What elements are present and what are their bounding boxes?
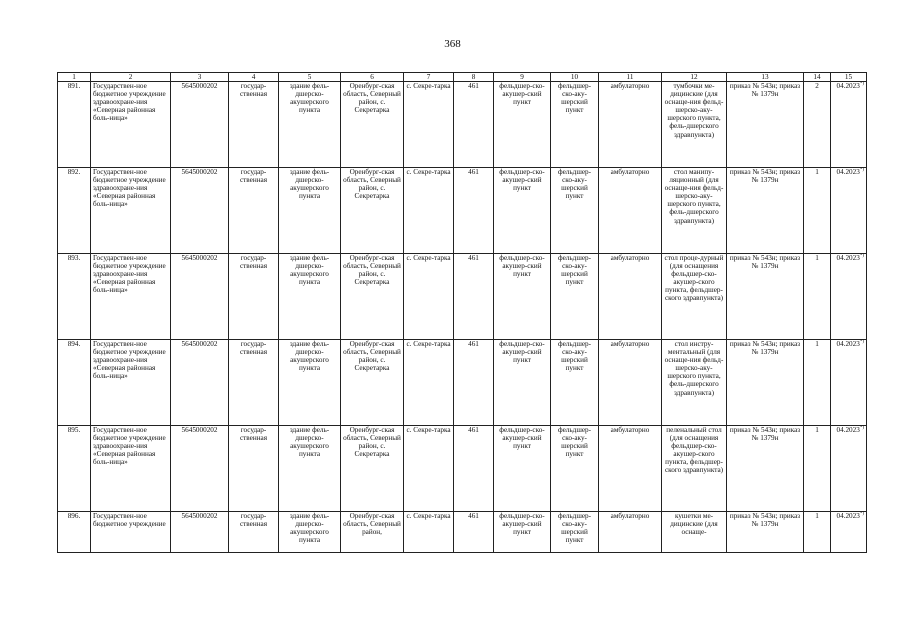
- locality: с. Секре-тарка: [404, 426, 454, 512]
- header-row: [58, 73, 867, 82]
- row-number: 894.: [58, 340, 91, 426]
- date-cell: [831, 512, 867, 553]
- organization: Государствен-ное бюджетное учреждение здравоохране-ния «Северная районная боль-ница»: [91, 168, 171, 254]
- locality: с. Секре-тарка: [404, 168, 454, 254]
- unit: фельдшер-ско-акушер-ский пункт: [494, 254, 551, 340]
- col-header-11: 11: [599, 73, 662, 82]
- footnote-mark: *): [859, 81, 864, 87]
- table-row: [58, 426, 867, 512]
- equipment: кушетки ме-дицинские (для оснаще-: [662, 512, 727, 553]
- register-table: [57, 72, 867, 553]
- locality: с. Секре-тарка: [404, 340, 454, 426]
- table-row: [58, 340, 867, 426]
- date-cell: [831, 340, 867, 426]
- unit: фельдшер-ско-акушер-ский пункт: [494, 512, 551, 553]
- building: здание фель-дшерско-акушерского пункта: [279, 168, 341, 254]
- quantity: 1: [804, 512, 831, 553]
- code: 461: [454, 340, 494, 426]
- locality: с. Секре-тарка: [404, 254, 454, 340]
- care-condition: амбулаторно: [599, 426, 662, 512]
- unit-type: фельдшер-ско-аку-шерский пункт: [551, 512, 599, 553]
- col-header-8: 8: [454, 73, 494, 82]
- orders: приказ № 543н; приказ № 1379н: [727, 82, 804, 168]
- address: Оренбург-ская область, Северный район,: [341, 512, 404, 553]
- row-number: 892.: [58, 168, 91, 254]
- equipment: стол проце-дурный (для оснащения фельдшер-ско-акушер-ского пункта, фельдшер-ского здравпункта): [662, 254, 727, 340]
- unit: фельдшер-ско-акушер-ский пункт: [494, 340, 551, 426]
- organization: Государствен-ное бюджетное учреждение здравоохране-ния «Северная районная боль-ница»: [91, 340, 171, 426]
- ownership: государ-ственная: [229, 168, 279, 254]
- orders: приказ № 543н; приказ № 1379н: [727, 168, 804, 254]
- orders: приказ № 543н; приказ № 1379н: [727, 254, 804, 340]
- col-header-15: 15: [831, 73, 867, 82]
- address: Оренбург-ская область, Северный район, с. Секретарка: [341, 426, 404, 512]
- unit-type: фельдшер-ско-аку-шерский пункт: [551, 426, 599, 512]
- code: 461: [454, 168, 494, 254]
- equipment: тумбочки ме-дицинские (для оснаще-ния фельд-шерско-аку-шерского пункта, фель-дшерского здравпункта): [662, 82, 727, 168]
- quantity: 1: [804, 426, 831, 512]
- organization: Государствен-ное бюджетное учреждение здравоохране-ния «Северная районная боль-ница»: [91, 426, 171, 512]
- date-cell: [831, 82, 867, 168]
- row-number: 896.: [58, 512, 91, 553]
- code: 461: [454, 254, 494, 340]
- col-header-3: 3: [171, 73, 229, 82]
- inn: 5645000202: [171, 426, 229, 512]
- inn: 5645000202: [171, 512, 229, 553]
- date: 04.2023: [836, 340, 860, 348]
- footnote-mark: *): [859, 425, 864, 431]
- unit-type: фельдшер-ско-аку-шерский пункт: [551, 254, 599, 340]
- building: здание фель-дшерско-акушерского пункта: [279, 512, 341, 553]
- date-cell: [831, 168, 867, 254]
- col-header-2: 2: [91, 73, 171, 82]
- footnote-mark: *): [859, 339, 864, 345]
- page-number: 368: [444, 38, 461, 50]
- address: Оренбург-ская область, Северный район, с. Секретарка: [341, 168, 404, 254]
- table-row: [58, 82, 867, 168]
- unit-type: фельдшер-ско-аку-шерский пункт: [551, 82, 599, 168]
- col-header-1: 1: [58, 73, 91, 82]
- row-number: 895.: [58, 426, 91, 512]
- quantity: 1: [804, 168, 831, 254]
- table-row: [58, 168, 867, 254]
- col-header-13: 13: [727, 73, 804, 82]
- inn: 5645000202: [171, 340, 229, 426]
- date: 04.2023: [836, 168, 860, 176]
- care-condition: амбулаторно: [599, 340, 662, 426]
- row-number: 893.: [58, 254, 91, 340]
- building: здание фель-дшерско-акушерского пункта: [279, 254, 341, 340]
- quantity: 1: [804, 254, 831, 340]
- orders: приказ № 543н; приказ № 1379н: [727, 340, 804, 426]
- orders: приказ № 543н; приказ № 1379н: [727, 426, 804, 512]
- unit-type: фельдшер-ско-аку-шерский пункт: [551, 168, 599, 254]
- code: 461: [454, 512, 494, 553]
- row-number: 891.: [58, 82, 91, 168]
- address: Оренбург-ская область, Северный район, с. Секретарка: [341, 254, 404, 340]
- equipment: стол инстру-ментальный (для оснаще-ния фельд-шерско-аку-шерского пункта, фель-дшерского здравпункта): [662, 340, 727, 426]
- col-header-4: 4: [229, 73, 279, 82]
- inn: 5645000202: [171, 168, 229, 254]
- unit-type: фельдшер-ско-аку-шерский пункт: [551, 340, 599, 426]
- col-header-6: 6: [341, 73, 404, 82]
- date: 04.2023: [836, 426, 860, 434]
- col-header-5: 5: [279, 73, 341, 82]
- code: 461: [454, 426, 494, 512]
- table-row: [58, 254, 867, 340]
- table-row: [58, 512, 867, 553]
- quantity: 2: [804, 82, 831, 168]
- date-cell: [831, 426, 867, 512]
- unit: фельдшер-ско-акушер-ский пункт: [494, 168, 551, 254]
- equipment: стол манипу-ляционный (для оснаще-ния фельд-шерско-аку-шерского пункта, фель-дшерского здравпункта): [662, 168, 727, 254]
- code: 461: [454, 82, 494, 168]
- building: здание фель-дшерско-акушерского пункта: [279, 340, 341, 426]
- care-condition: амбулаторно: [599, 82, 662, 168]
- footnote-mark: *): [859, 511, 864, 517]
- unit: фельдшер-ско-акушер-ский пункт: [494, 426, 551, 512]
- address: Оренбург-ская область, Северный район, с. Секретарка: [341, 340, 404, 426]
- unit: фельдшер-ско-акушер-ский пункт: [494, 82, 551, 168]
- care-condition: амбулаторно: [599, 254, 662, 340]
- ownership: государ-ственная: [229, 82, 279, 168]
- ownership: государ-ственная: [229, 254, 279, 340]
- building: здание фель-дшерско-акушерского пункта: [279, 426, 341, 512]
- address: Оренбург-ская область, Северный район, с. Секретарка: [341, 82, 404, 168]
- footnote-mark: *): [859, 253, 864, 259]
- organization: Государствен-ное бюджетное учреждение: [91, 512, 171, 553]
- inn: 5645000202: [171, 82, 229, 168]
- orders: приказ № 543н; приказ № 1379н: [727, 512, 804, 553]
- quantity: 1: [804, 340, 831, 426]
- care-condition: амбулаторно: [599, 512, 662, 553]
- col-header-10: 10: [551, 73, 599, 82]
- ownership: государ-ственная: [229, 512, 279, 553]
- organization: Государствен-ное бюджетное учреждение здравоохране-ния «Северная районная боль-ница»: [91, 82, 171, 168]
- date: 04.2023: [836, 254, 860, 262]
- locality: с. Секре-тарка: [404, 82, 454, 168]
- inn: 5645000202: [171, 254, 229, 340]
- col-header-12: 12: [662, 73, 727, 82]
- date-cell: [831, 254, 867, 340]
- footnote-mark: *): [859, 167, 864, 173]
- date: 04.2023: [836, 82, 860, 90]
- date: 04.2023: [836, 512, 860, 520]
- locality: с. Секре-тарка: [404, 512, 454, 553]
- col-header-14: 14: [804, 73, 831, 82]
- col-header-7: 7: [404, 73, 454, 82]
- ownership: государ-ственная: [229, 426, 279, 512]
- ownership: государ-ственная: [229, 340, 279, 426]
- col-header-9: 9: [494, 73, 551, 82]
- building: здание фель-дшерско-акушерского пункта: [279, 82, 341, 168]
- equipment: пеленальный стол (для оснащения фельдшер-ско-акушер-ского пункта, фельдшер-ского здравпункта): [662, 426, 727, 512]
- care-condition: амбулаторно: [599, 168, 662, 254]
- organization: Государствен-ное бюджетное учреждение здравоохране-ния «Северная районная боль-ница»: [91, 254, 171, 340]
